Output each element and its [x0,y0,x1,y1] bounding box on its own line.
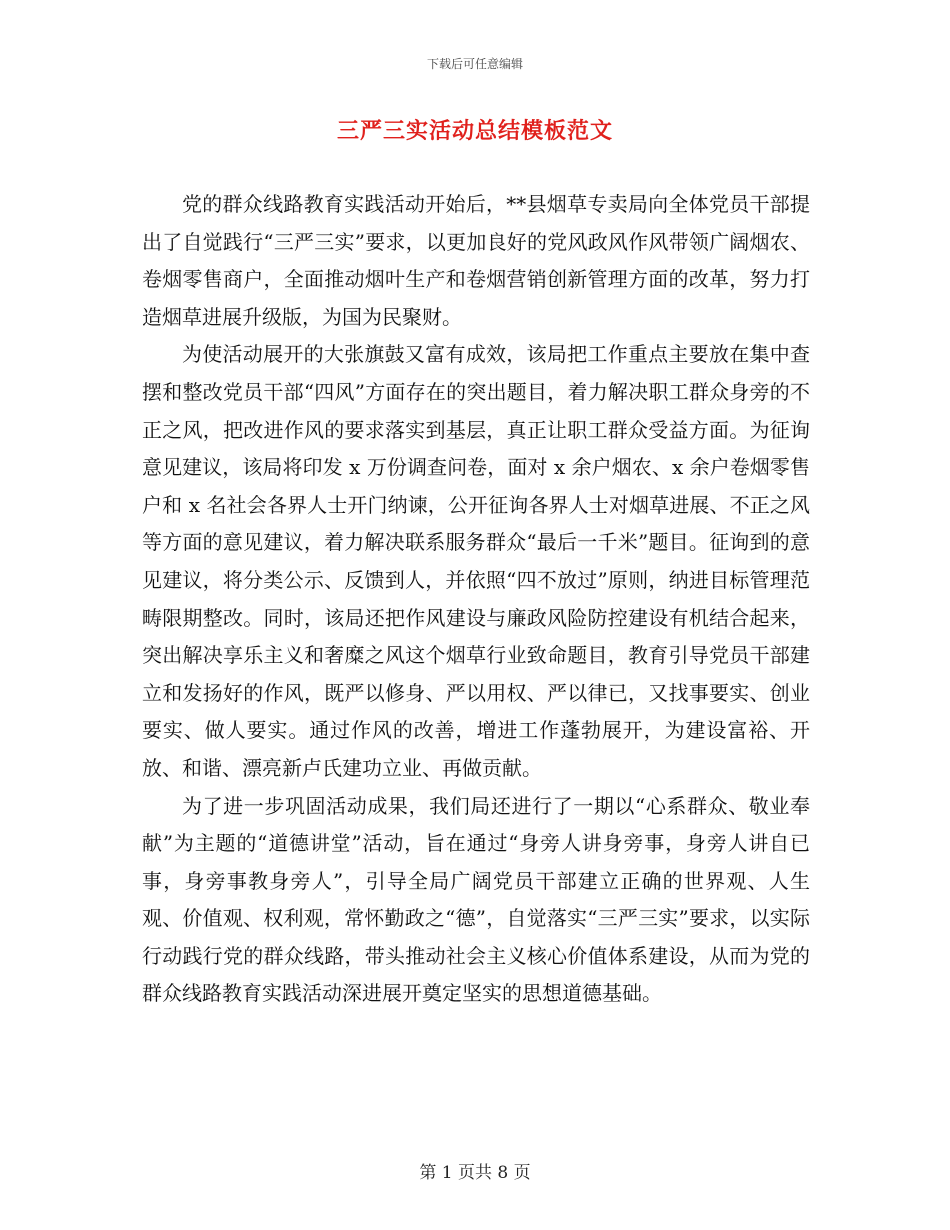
document-body [142,186,810,1013]
paragraph-2: 为使活动展开的大张旗鼓又富有成效，该局把工作重点主要放在集中查摆和整改党员干部“四风”方面存在的突出题目，着力解决职工群众身旁的不正之风，把改进作风的要求落实到基层，真正让职工群众受益方面。为征询意见建议，该局将印发 x 万份调查问卷，面对 x 余户烟农、x 余户卷烟零售户和 x 名社会各界人士开门纳谏，公开征询各界人士对烟草进展、不正之风等方面的意见建议，着力解决联系服务群众“最后一千米”题目。征询到的意见建议，将分类公示、反馈到人，并依照“四不放过”原则，纳进目标管理范畴限期整改。同时，该局还把作风建设与廉政风险防控建设有机结合起来，突出解决享乐主义和奢糜之风这个烟草行业致命题目，教育引导党员干部建立和发扬好的作风，既严以修身、严以用权、严以律已，又找事要实、创业要实、做人要实。通过作风的改善，增进工作蓬勃展开，为建设富裕、开放、和谐、漂亮新卢氏建功立业、再做贡献。 [142,342,810,780]
header-note: 下载后可任意编辑 [426,57,523,71]
page-footer: 第 1 页共 8 页 [419,1163,531,1183]
paragraph-1: 党的群众线路教育实践活动开始后，**县烟草专卖局向全体党员干部提出了自觉践行“三严三实”要求，以更加良好的党风政风作风带领广阔烟农、卷烟零售商户，全面推动烟叶生产和卷烟营销创新管理方面的改革，努力打造烟草进展升级版，为国为民聚财。 [142,192,810,329]
paragraph-3: 为了进一步巩固活动成果，我们局还进行了一期以“心系群众、敬业奉献”为主题的“道德讲堂”活动，旨在通过“身旁人讲身旁事，身旁人讲自已事，身旁事教身旁人”，引导全局广阔党员干部建立正确的世界观、人生观、价值观、权利观，常怀勤政之“德”，自觉落实“三严三实”要求，以实际行动践行党的群众线路，带头推动社会主义核心价值体系建设，从而为党的群众线路教育实践活动深进展开奠定坚实的思想道德基础。 [142,793,810,1006]
document-title: 三严三实活动总结模板范文 [336,118,613,144]
